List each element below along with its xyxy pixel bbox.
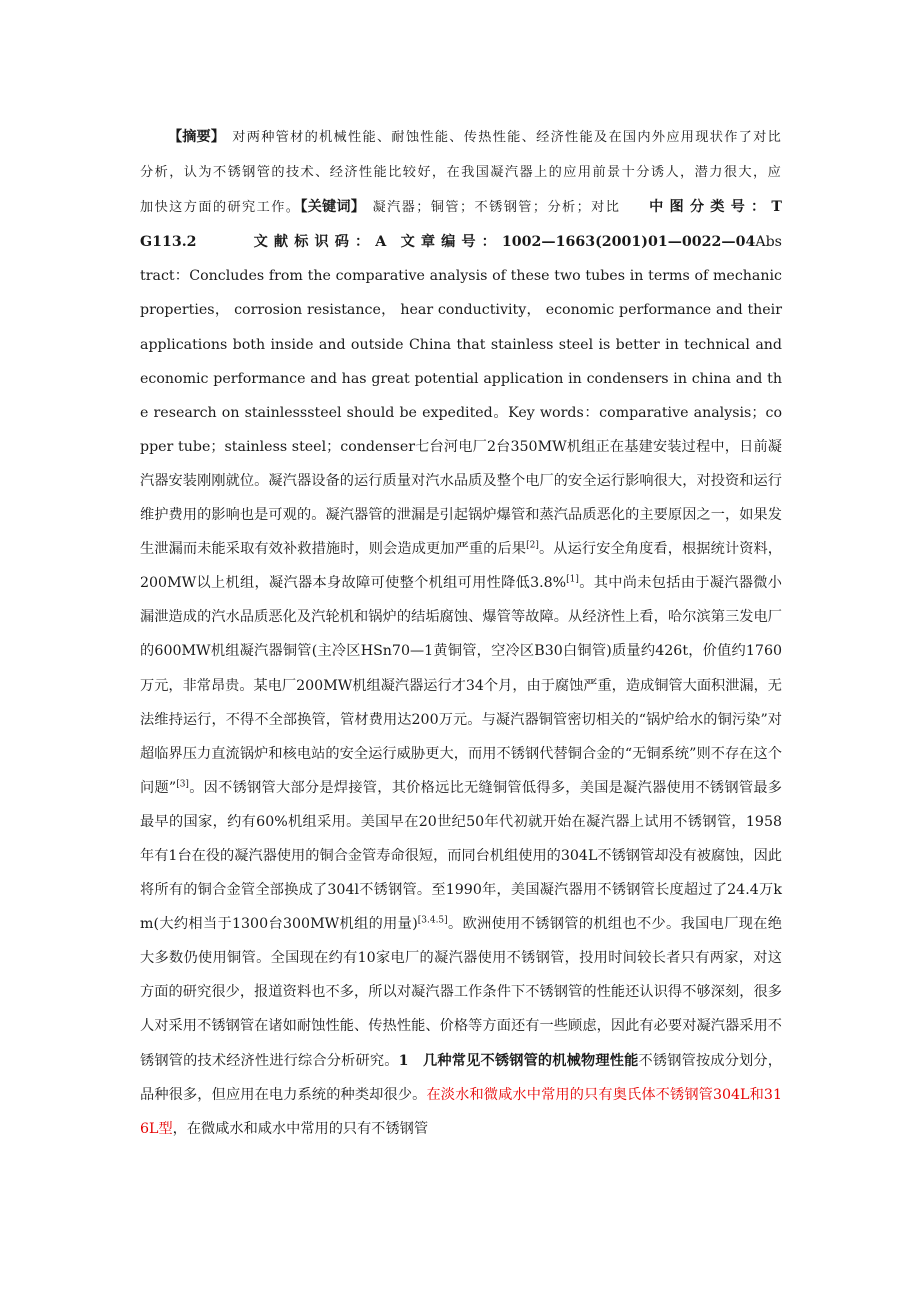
keywords-text: 凝汽器；铜管；不锈钢管；分析；对比 (372, 200, 621, 216)
doc-code-label: 文献标识码： (253, 234, 376, 251)
body-paragraph-2: 。从运行安全角度看，根据统计资料，200MW以上机组，凝汽器本身故障可使整个机组可用性降低3.8% (140, 541, 782, 592)
reference-2: [2] (526, 540, 539, 551)
highlighted-text: 在淡水和微咸水中常用的只有奥氏体不锈钢管304L和316L型 (140, 1086, 782, 1137)
article-no-value: 1002—1663(2001)01—0022—04 (501, 234, 756, 251)
body-paragraph-7: ，在微咸水和咸水中常用的只有不锈钢管 (172, 1120, 429, 1137)
section-heading: 1 几种常见不锈钢管的机械物理性能 (398, 1052, 639, 1069)
clc-label: 中图分类号： (649, 199, 772, 216)
body-paragraph-5: 。欧洲使用不锈钢管的机组也不少。我国电厂现在绝大多数仍使用铜管。全国现在约有10家电厂的凝汽器使用不锈钢管，投用时间较长者只有两家，对这方面的研究很少，报道资料也不多，所以对凝汽器工作条件下不锈钢管的性能还认识得不够深刻，很多人对采用不锈钢管在诸如耐蚀性能、传热性能、价格等方面还有一些顾虑，因此有必要对凝汽器采用不锈钢管的技术经济性进行综合分析研究。 (140, 916, 782, 1069)
reference-3-4-5: [3.4.5] (417, 915, 448, 926)
reference-3: [3] (176, 779, 189, 790)
body-paragraph-4: 。因不锈钢管大部分是焊接管，其价格远比无缝铜管低得多，美国是凝汽器使用不锈钢管最多最早的国家，约有60%机组采用。美国早在20世纪50年代初就开始在凝汽器上试用不锈钢管，1958年有1台在役的凝汽器使用的铜合金管寿命很短，而同台机组使用的304L不锈钢管却没有被腐蚀，因此将所有的铜合金管全部换成了304l不锈钢管。至1990年，美国凝汽器用不锈钢管长度超过了24.4万km(大约相当于1300台300MW机组的用量) (140, 779, 782, 933)
doc-code-value: A (375, 234, 387, 251)
reference-1: [1] (566, 574, 579, 585)
body-paragraph-1: 七台河电厂2台350MW机组正在基建安装过程中，日前凝汽器安装刚刚就位。凝汽器设备的运行质量对汽水品质及整个电厂的安全运行影响很大，对投资和运行维护费用的影响也是可观的。凝汽器管的泄漏是引起锅炉爆管和蒸汽品质恶化的主要原因之一，如果发生泄漏而未能采取有效补救措施时，则会造成更加严重的后果 (140, 438, 782, 558)
article-no-label: 文章编号： (400, 234, 502, 251)
abstract-label: 【摘要】 (168, 129, 218, 145)
document-page (140, 120, 782, 1146)
body-paragraph-3: 。其中尚未包括由于凝汽器微小漏泄造成的汽水品质恶化及汽轮机和锅炉的结垢腐蚀、爆管等故障。从经济性上看，哈尔滨第三发电厂的600MW机组凝汽器铜管(主冷区HSn70—1黄铜管，空冷区B30白铜管)质量约426t，价值约1760万元，非常昂贵。某电厂200MW机组凝汽器运行才34个月，由于腐蚀严重，造成铜管大面积泄漏，无法维持运行，不得不全部换管，管材费用达200万元。与凝汽器铜管密切相关的“锅炉给水的铜污染”对超临界压力直流锅炉和核电站的安全运行威胁更大，而用不锈钢代替铜合金的“无铜系统”则不存在这个问题” (140, 575, 782, 796)
keywords-label: 【关键词】 (300, 199, 359, 216)
document-body (140, 120, 782, 1146)
abstract-text: 对两种管材的机械性能、耐蚀性能、传热性能、经济性能及在国内外应用现状作了对比分析，认为不锈钢管的技术、经济性能比较好，在我国凝汽器上的应用前景十分诱人，潜力很大，应加快这方面的研究工作。 (140, 130, 782, 216)
clc-value: TG113.2 (140, 199, 782, 251)
body-paragraph-6: 不锈钢管按成分划分，品种很多，但应用在电力系统的种类却很少。 (140, 1052, 782, 1103)
english-abstract: Abstract：Concludes from the comparative analysis of these two tubes in terms of mechanic properties， corrosion resistance， hear conductivity， economic performance and their applications both inside and outside China that stainless steel is better in technical and economic performance and has great potential application in condensers in china and the research on stainlesssteel should be expedited。Key words：comparative analysis；copper tube；stainless steel；condenser (140, 234, 782, 455)
